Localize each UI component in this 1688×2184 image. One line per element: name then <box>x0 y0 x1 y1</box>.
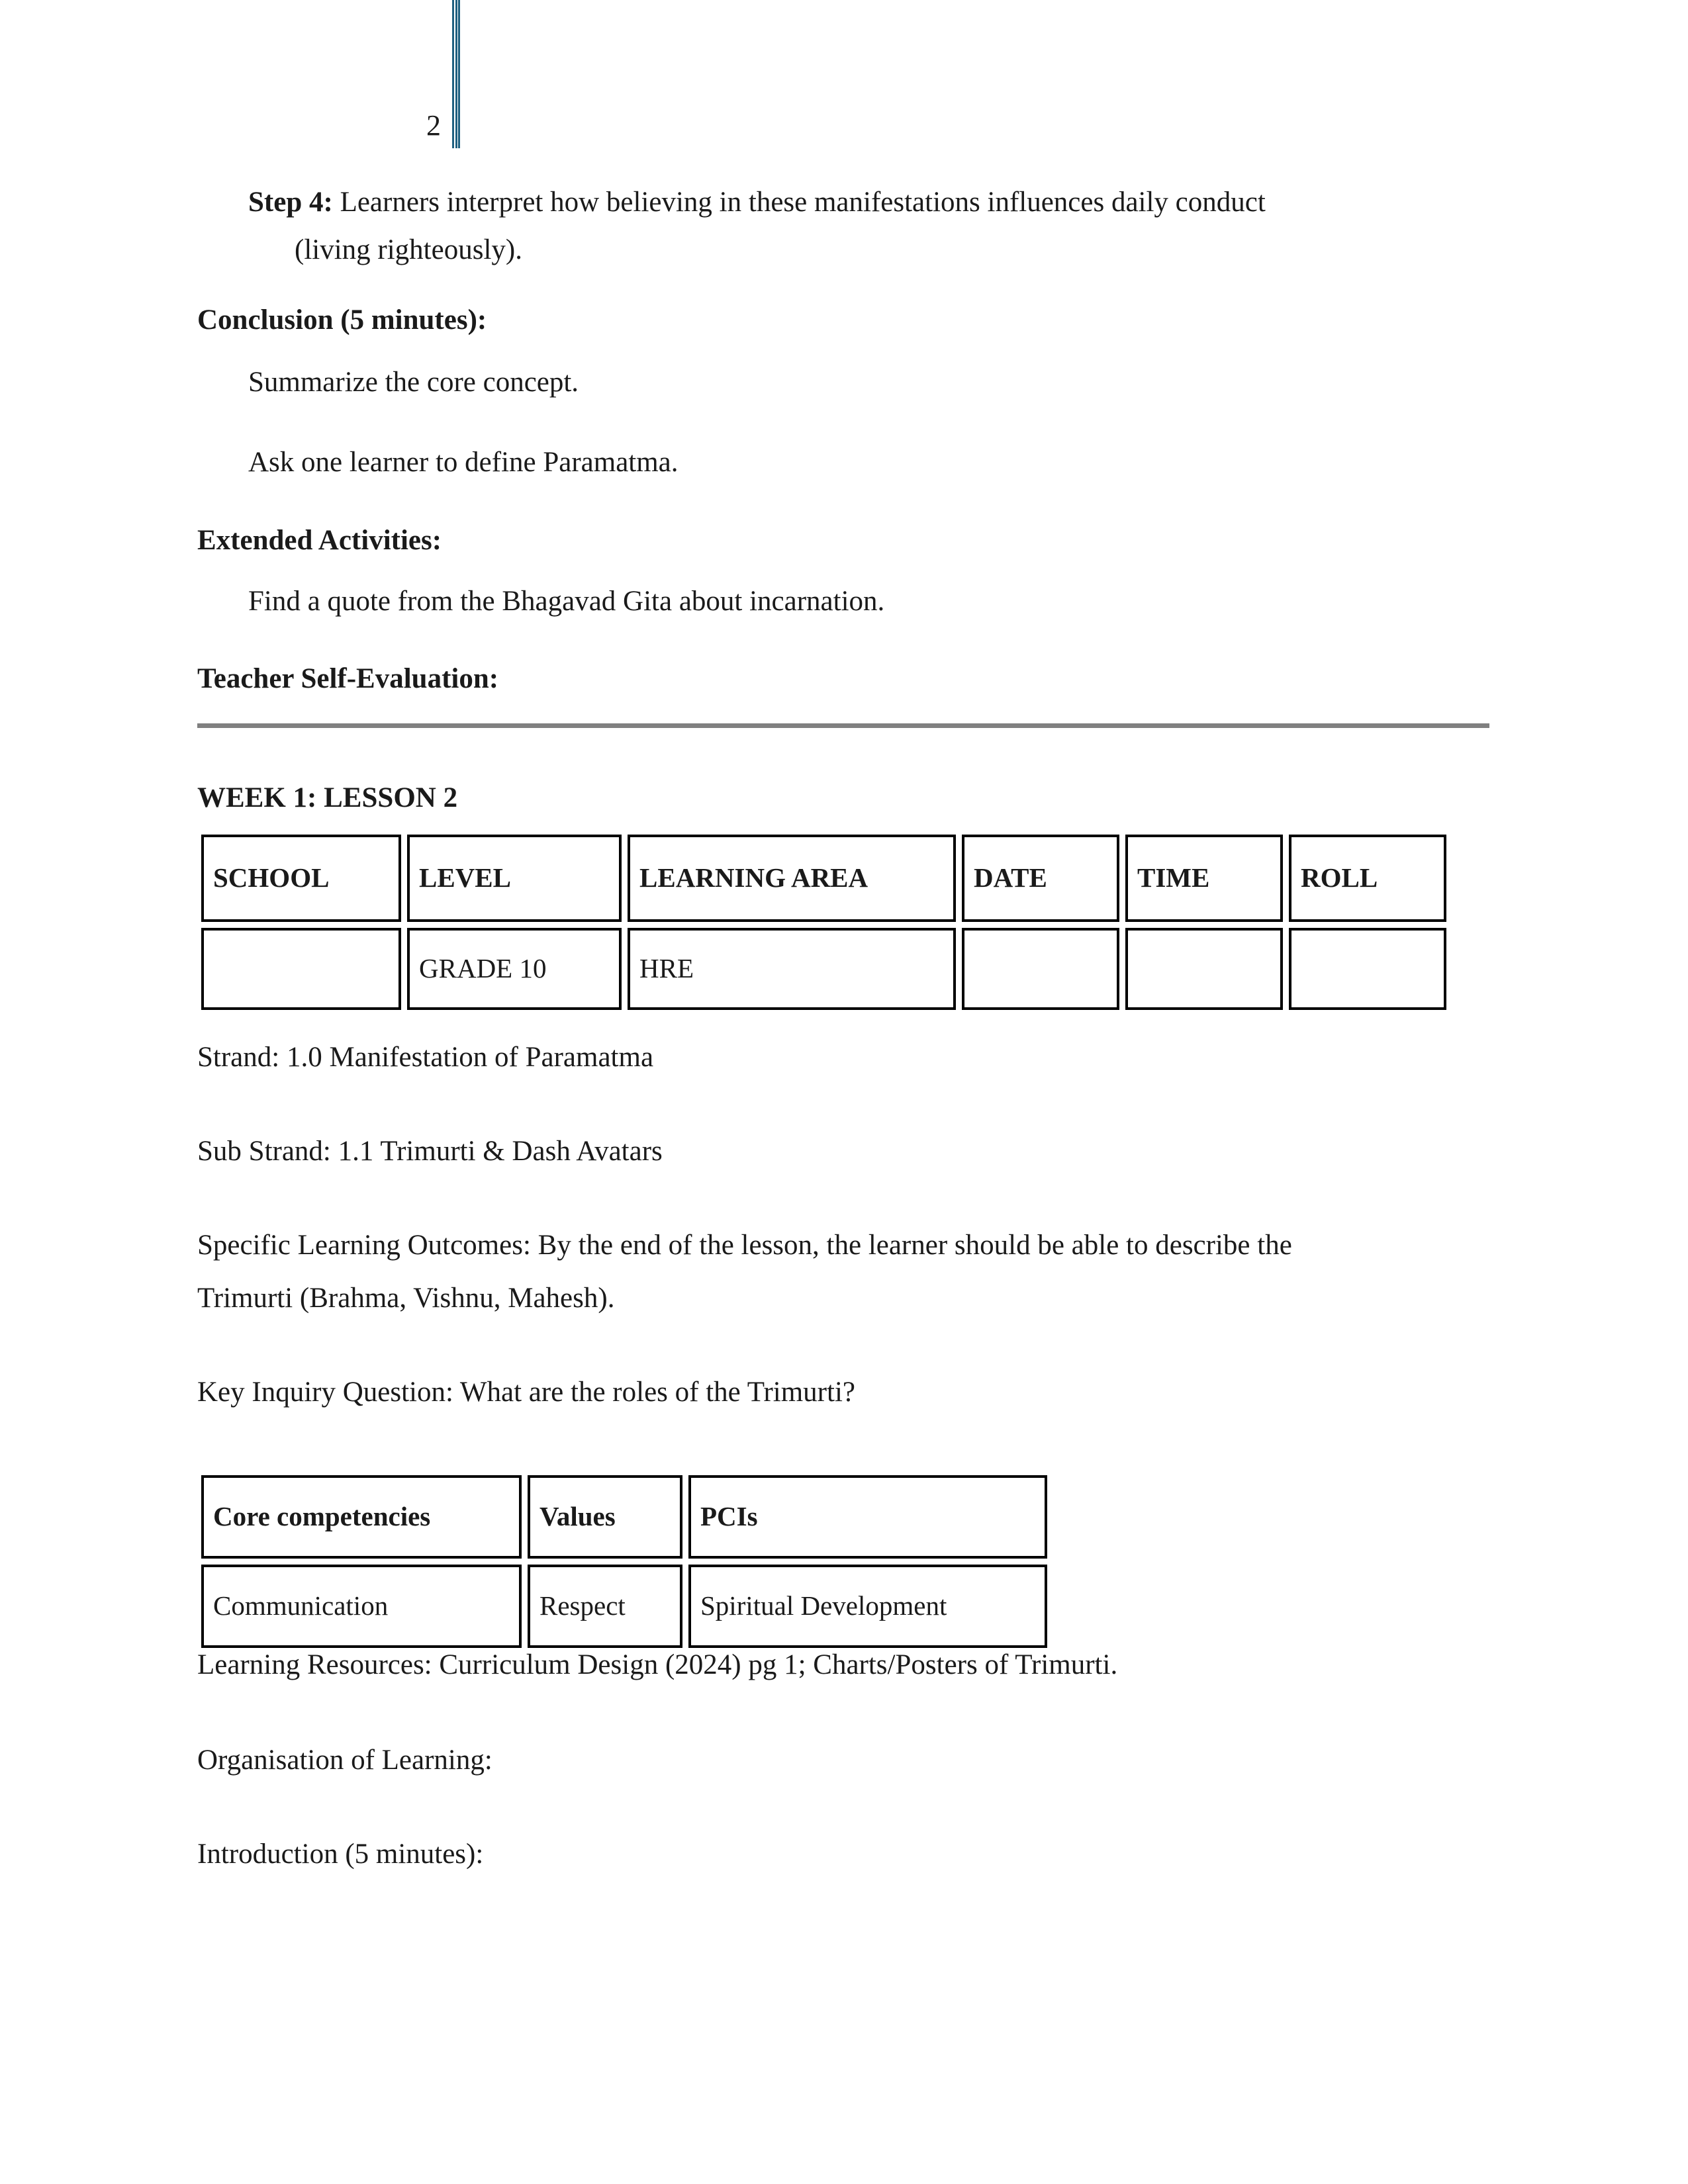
table-header-core-competencies: Core competencies <box>201 1475 522 1559</box>
step-4-continuation: (living righteously). <box>295 234 522 265</box>
table-cell-values-value[interactable]: Respect <box>528 1565 682 1648</box>
table-header-values: Values <box>528 1475 682 1559</box>
sub-strand-line: Sub Strand: 1.1 Trimurti & Dash Avatars <box>197 1136 663 1167</box>
step-4-label: Step 4: <box>248 187 333 218</box>
table-row-header <box>201 835 1446 922</box>
table-header-pcis: PCIs <box>688 1475 1047 1559</box>
table-cell-date-value[interactable] <box>962 928 1119 1010</box>
step-4-text: Learners interpret how believing in these manifestations influences daily conduct <box>332 187 1266 218</box>
key-inquiry-question-line: Key Inquiry Question: What are the roles of the Trimurti? <box>197 1377 855 1408</box>
table-cell-school-value[interactable] <box>201 928 401 1010</box>
table-header-time: TIME <box>1125 835 1283 922</box>
strand-line: Strand: 1.0 Manifestation of Paramatma <box>197 1042 654 1073</box>
table-cell-pcis-value[interactable]: Spiritual Development <box>688 1565 1047 1648</box>
table-row <box>201 1565 1047 1648</box>
competencies-table <box>195 1469 1053 1654</box>
organisation-of-learning-line: Organisation of Learning: <box>197 1745 492 1776</box>
specific-learning-outcomes-line-1: Specific Learning Outcomes: By the end of the lesson, the learner should be able to describe the <box>197 1230 1292 1261</box>
table-row <box>201 928 1446 1010</box>
learning-resources-line: Learning Resources: Curriculum Design (2024) pg 1; Charts/Posters of Trimurti. <box>197 1649 1118 1680</box>
introduction-line: Introduction (5 minutes): <box>197 1839 484 1870</box>
page-header <box>0 0 1688 152</box>
table-cell-core-competencies-value[interactable]: Communication <box>201 1565 522 1648</box>
table-header-school: SCHOOL <box>201 835 401 922</box>
conclusion-item-2: Ask one learner to define Paramatma. <box>248 447 679 478</box>
table-header-date: DATE <box>962 835 1119 922</box>
extended-activities-item-1: Find a quote from the Bhagavad Gita about incarnation. <box>248 586 885 617</box>
page-number: 2 <box>426 109 441 142</box>
table-cell-roll-value[interactable] <box>1289 928 1446 1010</box>
header-vertical-rule-icon <box>452 0 460 148</box>
lesson-title: WEEK 1: LESSON 2 <box>197 782 458 813</box>
conclusion-heading: Conclusion (5 minutes): <box>197 304 487 336</box>
teacher-self-evaluation-heading: Teacher Self-Evaluation: <box>197 663 499 694</box>
table-row-header <box>201 1475 1047 1559</box>
lesson-info-table <box>195 829 1452 1016</box>
section-divider <box>197 723 1489 728</box>
table-header-learning-area: LEARNING AREA <box>628 835 956 922</box>
step-4-paragraph <box>248 185 1493 220</box>
specific-learning-outcomes-line-2: Trimurti (Brahma, Vishnu, Mahesh). <box>197 1283 615 1314</box>
table-header-level: LEVEL <box>407 835 622 922</box>
table-cell-learning-area-value[interactable]: HRE <box>628 928 956 1010</box>
conclusion-item-1: Summarize the core concept. <box>248 367 579 398</box>
table-cell-level-value[interactable]: GRADE 10 <box>407 928 622 1010</box>
table-header-roll: ROLL <box>1289 835 1446 922</box>
extended-activities-heading: Extended Activities: <box>197 525 442 556</box>
table-cell-time-value[interactable] <box>1125 928 1283 1010</box>
